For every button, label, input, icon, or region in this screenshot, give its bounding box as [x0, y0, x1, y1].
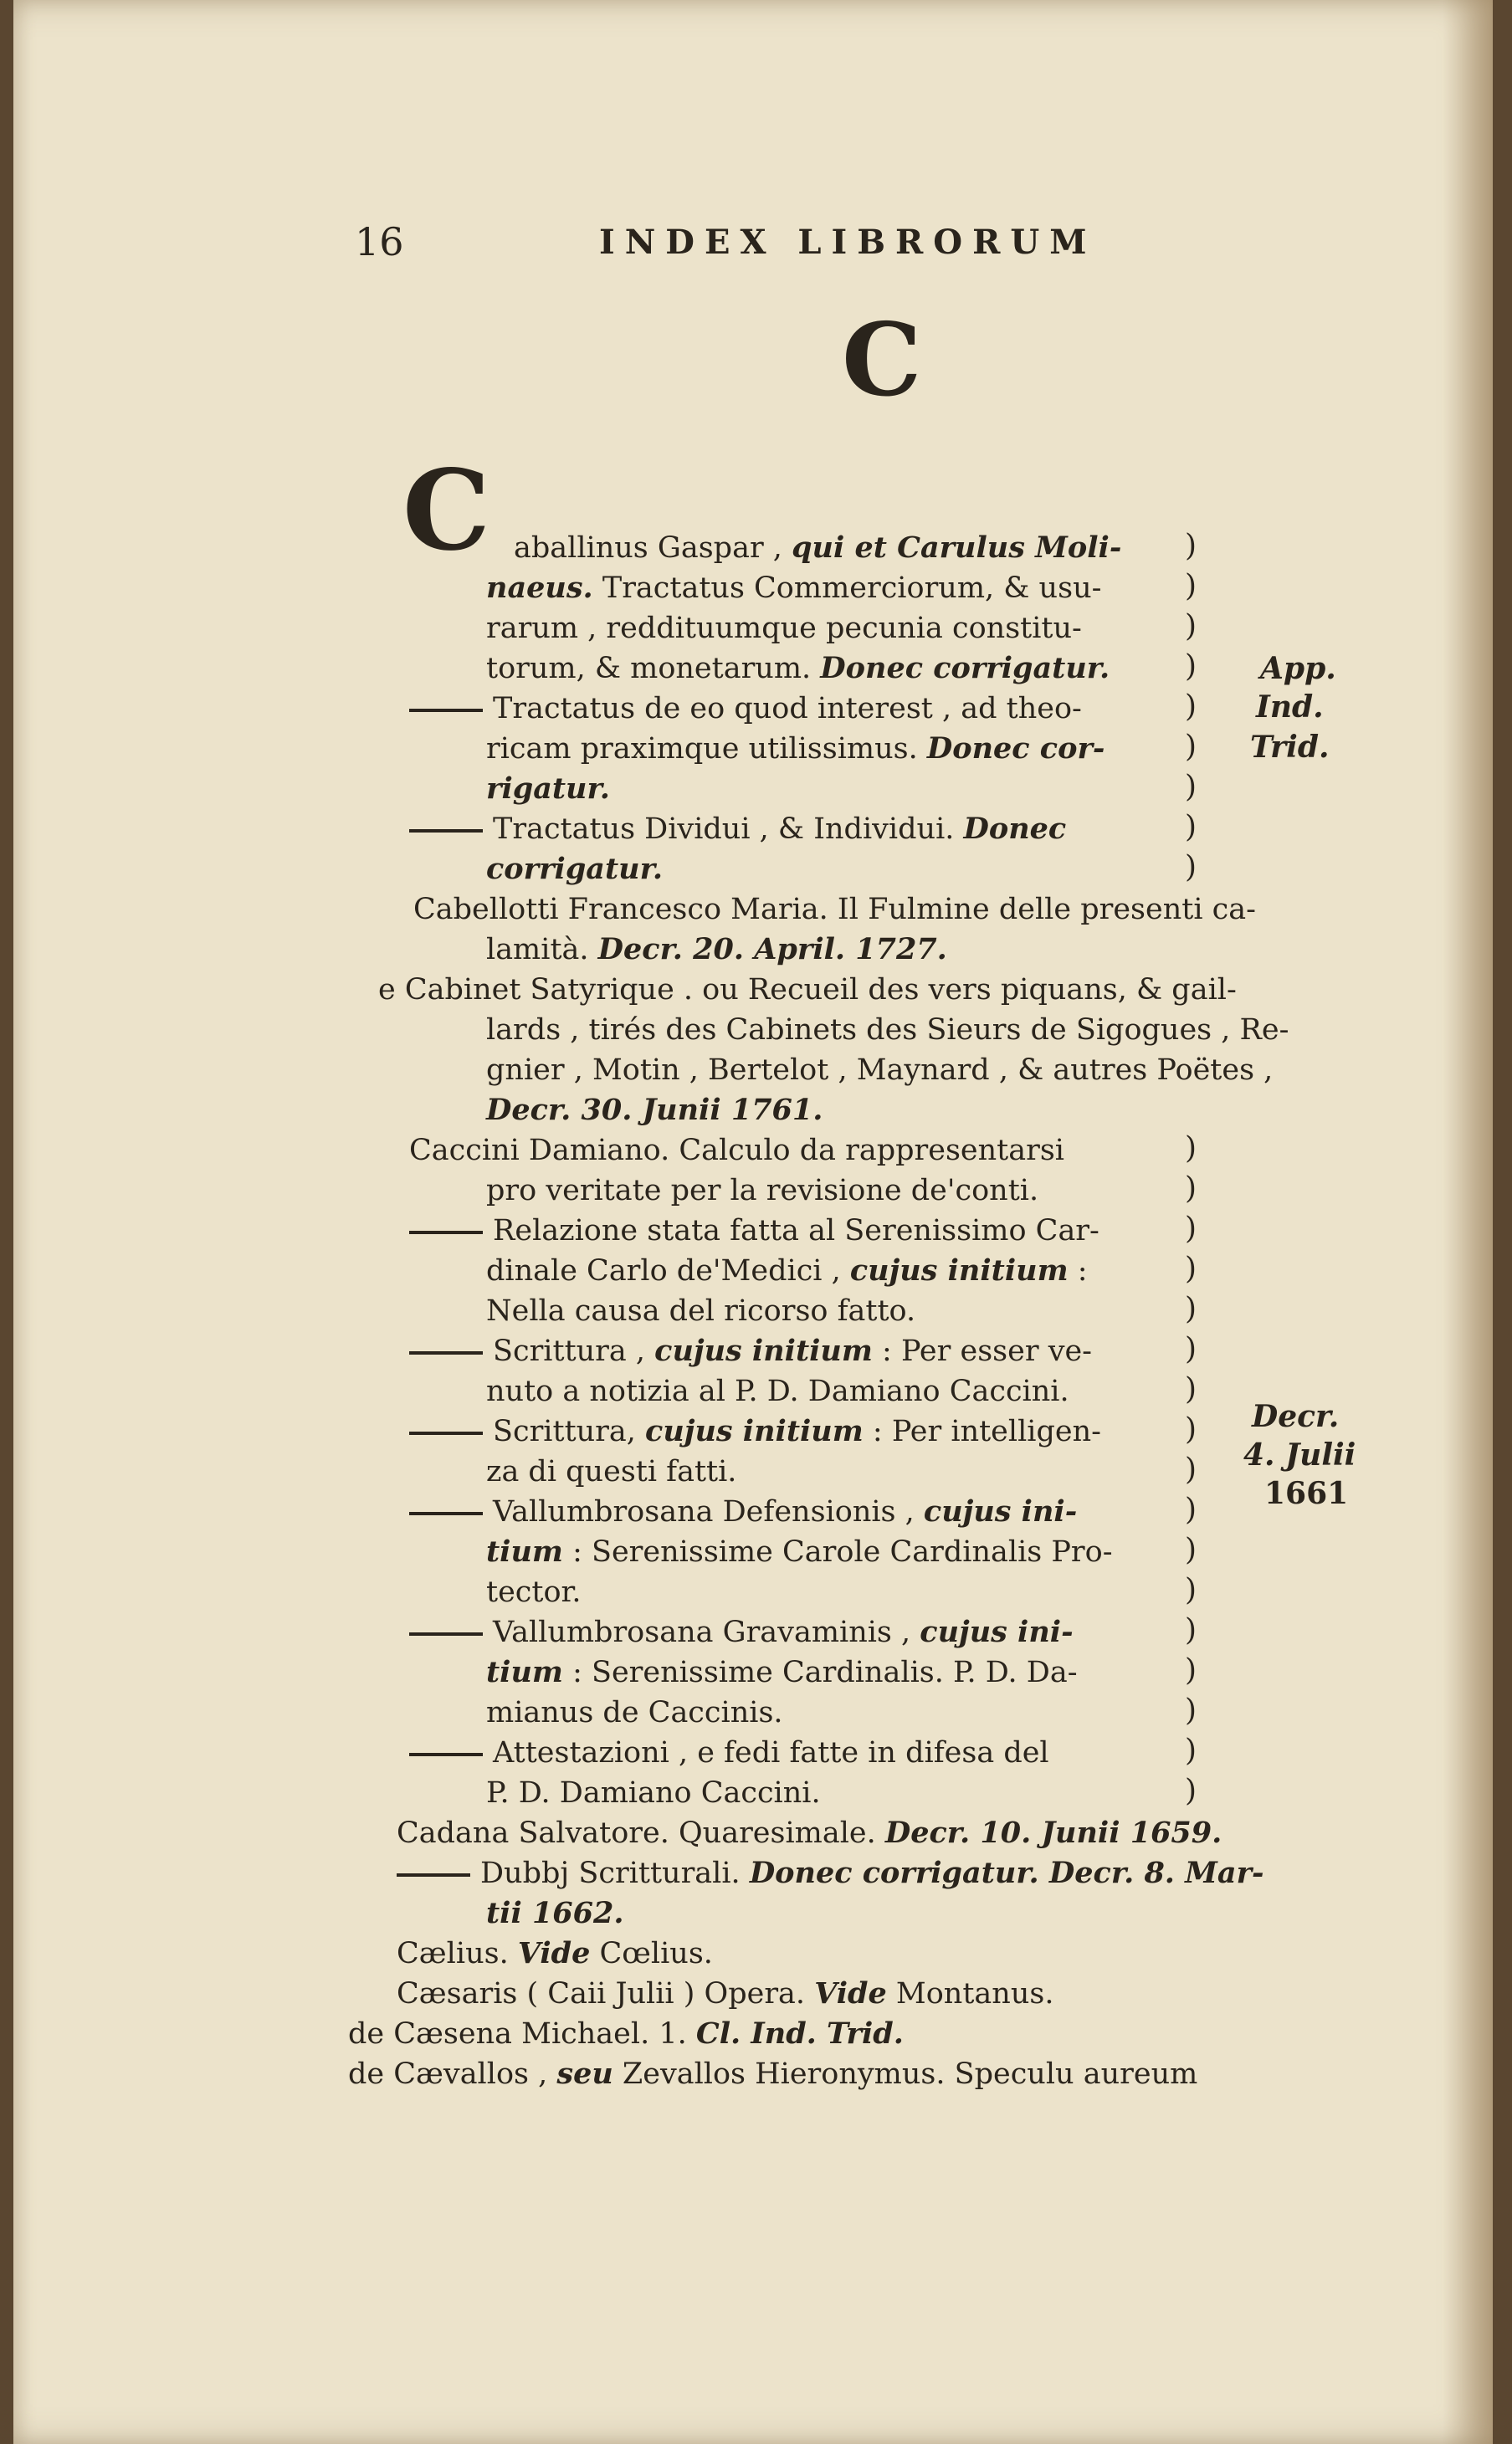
entry-line: P. D. Damiano Caccini. — [486, 1776, 821, 1810]
entry-line: Caccini Damiano. Calculo da rappresentarsi — [409, 1134, 1064, 1167]
entry-line: tium : Serenissime Carole Cardinalis Pro- — [486, 1535, 1113, 1569]
entry-line: tii 1662. — [486, 1896, 624, 1930]
entry-line: lamità. Decr. 20. April. 1727. — [486, 932, 947, 966]
entry-line: Attestazioni , e fedi fatte in difesa del — [409, 1734, 1049, 1772]
entry-line: Relazione stata fatta al Serenissimo Car- — [409, 1212, 1099, 1250]
entry-line: Dubbj Scritturali. Donec corrigatur. Decr. 8. Mar- — [397, 1854, 1264, 1893]
side-note-year: 1661 — [1264, 1476, 1349, 1511]
repeat-dash — [409, 1512, 483, 1515]
entry-line: torum, & monetarum. Donec corrigatur. — [486, 651, 1110, 685]
bracket: ) — [1185, 1171, 1197, 1206]
entry-line: Tractatus de eo quod interest , ad theo- — [409, 689, 1082, 728]
bracket: ) — [1185, 770, 1197, 804]
entry-line: lards , tirés des Cabinets des Sieurs de Sigogues , Re- — [486, 1013, 1289, 1047]
bracket: ) — [1185, 1533, 1197, 1567]
section-letter: C — [842, 301, 922, 419]
running-title: INDEX LIBRORUM — [599, 223, 1097, 262]
side-note-trid: Trid. — [1250, 730, 1330, 765]
bracket: ) — [1185, 1453, 1197, 1487]
entry-line: rarum , reddituumque pecunia constitu- — [486, 612, 1082, 645]
bracket: ) — [1185, 1212, 1197, 1246]
bracket: ) — [1185, 1131, 1197, 1166]
repeat-dash — [409, 1432, 483, 1435]
repeat-dash — [409, 1753, 483, 1756]
entry-line: Cabellotti Francesco Maria. Il Fulmine delle presenti ca- — [413, 893, 1256, 926]
entry-line: tium : Serenissime Cardinalis. P. D. Da- — [486, 1655, 1078, 1689]
entry-line: ricam praximque utilissimus. Donec cor- — [486, 731, 1105, 766]
bracket: ) — [1185, 1372, 1197, 1406]
entry-line: mianus de Caccinis. — [486, 1696, 783, 1729]
bracket: ) — [1185, 1734, 1197, 1768]
side-note-decr: Decr. — [1252, 1399, 1340, 1434]
entry-line: corrigatur. — [486, 852, 664, 886]
entry-line: nuto a notizia al P. D. Damiano Caccini. — [486, 1375, 1069, 1408]
bracket: ) — [1185, 1292, 1197, 1326]
entry-line: de Cæsena Michael. 1. Cl. Ind. Trid. — [348, 2016, 904, 2051]
entry-line: rigatur. — [486, 771, 610, 806]
entry-line: Cæsaris ( Caii Julii ) Opera. Vide Montanus. — [397, 1976, 1054, 2011]
entry-line: Scrittura, cujus initium : Per intelligen- — [409, 1412, 1101, 1451]
entry-line: aballinus Gaspar , qui et Carulus Moli- — [514, 530, 1122, 565]
entry-line: Decr. 30. Junii 1761. — [486, 1093, 823, 1127]
bracket: ) — [1185, 529, 1197, 563]
entry-line: e Cabinet Satyrique . ou Recueil des vers piquans, & gail- — [378, 973, 1237, 1007]
bracket: ) — [1185, 1332, 1197, 1366]
bracket: ) — [1185, 609, 1197, 643]
page-edge-shadow — [1443, 0, 1493, 2444]
side-note-ind: Ind. — [1256, 689, 1324, 725]
entry-line: pro veritate per la revisione de'conti. — [486, 1174, 1039, 1207]
bracket: ) — [1185, 1693, 1197, 1728]
bracket: ) — [1185, 1252, 1197, 1286]
repeat-dash — [409, 829, 483, 833]
repeat-dash — [409, 1632, 483, 1636]
entry-line: Cælius. Vide Cœlius. — [397, 1936, 713, 1970]
repeat-dash — [397, 1873, 470, 1877]
bracket: ) — [1185, 1493, 1197, 1527]
book-page — [13, 0, 1493, 2444]
bracket: ) — [1185, 730, 1197, 764]
bracket: ) — [1185, 649, 1197, 684]
entry-line: Cadana Salvatore. Quaresimale. Decr. 10. Junii 1659. — [397, 1816, 1222, 1850]
bracket: ) — [1185, 1412, 1197, 1447]
repeat-dash — [409, 1351, 483, 1355]
bracket: ) — [1185, 1613, 1197, 1647]
bracket: ) — [1185, 850, 1197, 884]
bracket: ) — [1185, 1774, 1197, 1808]
entry-line: Tractatus Dividui , & Individui. Donec — [409, 810, 1066, 848]
repeat-dash — [409, 1231, 483, 1234]
entry-line: dinale Carlo de'Medici , cujus initium : — [486, 1253, 1088, 1288]
entry-line: Scrittura , cujus initium : Per esser ve- — [409, 1332, 1092, 1371]
entry-line: naeus. Tractatus Commerciorum, & usu- — [486, 571, 1102, 605]
bracket: ) — [1185, 1653, 1197, 1688]
side-note-julii: 4. Julii — [1243, 1437, 1356, 1473]
entry-line: za di questi fatti. — [486, 1455, 737, 1488]
entry-line: Vallumbrosana Gravaminis , cujus ini- — [409, 1613, 1074, 1652]
entry-line: Nella causa del ricorso fatto. — [486, 1294, 916, 1328]
running-header — [13, 219, 1493, 269]
side-note-app: App. — [1260, 651, 1336, 686]
entry-line: gnier , Motin , Bertelot , Maynard , & autres Poëtes , — [486, 1053, 1274, 1087]
bracket: ) — [1185, 810, 1197, 844]
repeat-dash — [409, 709, 483, 712]
entry-line: tector. — [486, 1576, 582, 1609]
drop-cap: C — [402, 446, 491, 576]
entry-line: Vallumbrosana Defensionis , cujus ini- — [409, 1493, 1077, 1531]
entry-line: de Cævallos , seu Zevallos Hieronymus. Speculu aureum — [348, 2057, 1198, 2091]
bracket: ) — [1185, 569, 1197, 603]
page-number: 16 — [355, 219, 404, 264]
bracket: ) — [1185, 1573, 1197, 1607]
bracket: ) — [1185, 689, 1197, 724]
